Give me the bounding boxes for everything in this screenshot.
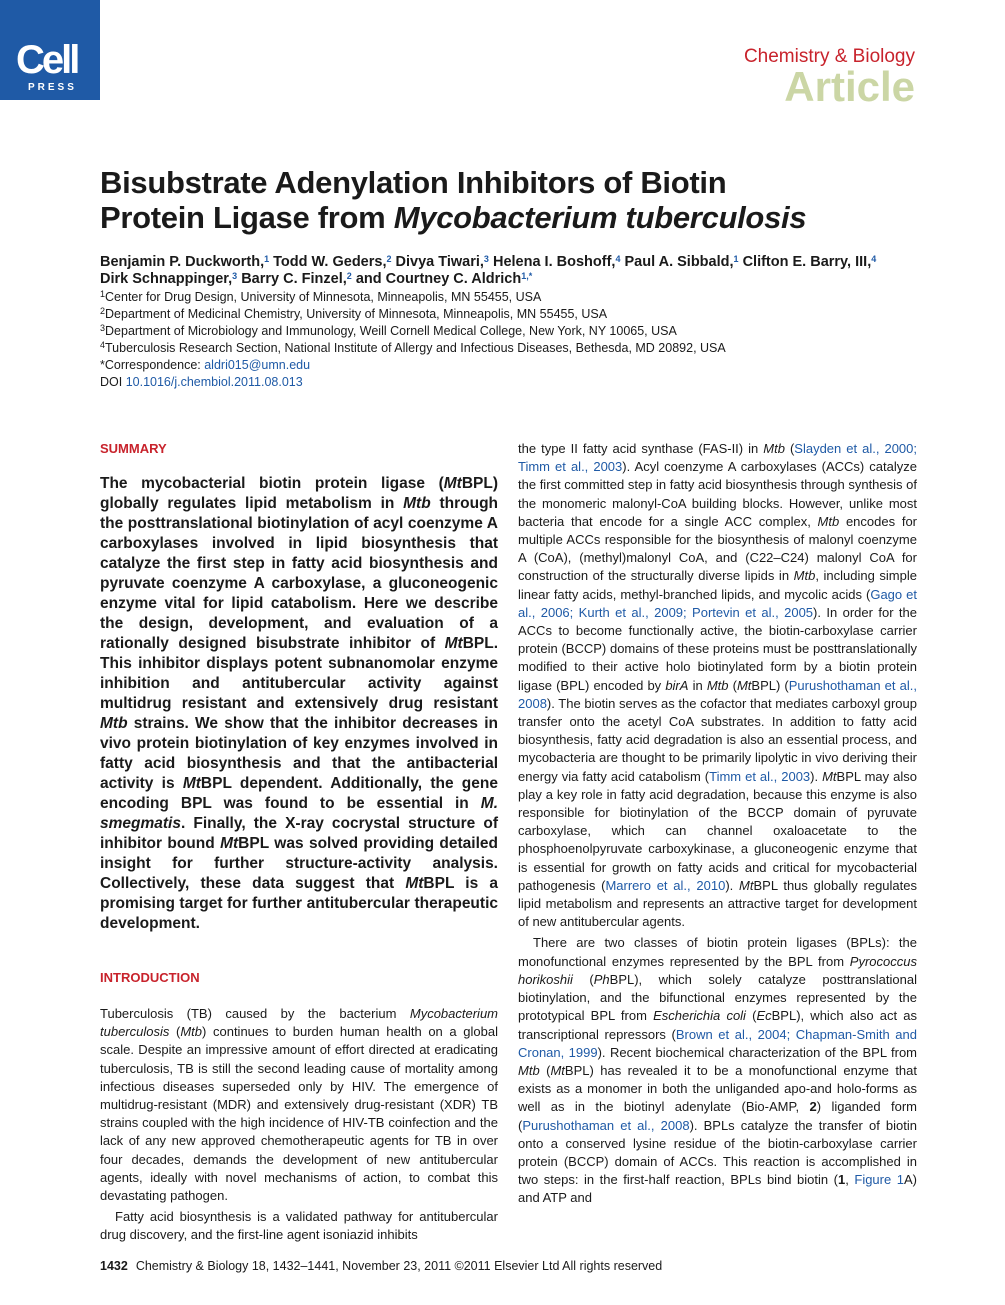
introduction-heading: INTRODUCTION xyxy=(100,970,200,985)
author: Dirk Schnappinger,$^3$ xyxy=(100,271,238,287)
footer-citation: Chemistry & Biology 18, 1432–1441, November 23, 2011 ©2011 Elsevier Ltd All rights reserved xyxy=(135,1259,663,1273)
author: Benjamin P. Duckworth,$^1$ xyxy=(100,254,270,270)
title-line-1: Bisubstrate Adenylation Inhibitors of Biotin xyxy=(100,165,727,200)
author: and Courtney C. Aldrich$^{1,*}$ xyxy=(355,271,533,287)
citation-link[interactable]: Purushothaman et al., 2008 xyxy=(518,677,917,711)
logo-cell-text: Cell xyxy=(16,38,78,82)
logo-press-text: PRESS xyxy=(28,82,77,93)
citation-link[interactable]: Timm et al., 2003 xyxy=(709,768,811,784)
journal-name: Chemistry & Biology xyxy=(743,46,915,67)
page-number: 1432 xyxy=(100,1259,128,1273)
author: Clifton E. Barry, III,$^4$ xyxy=(742,254,877,270)
affiliation: $^3$Department of Microbiology and Immunology, Weill Cornell Medical College, New York, NY 10065, USA xyxy=(100,323,677,338)
author: Paul A. Sibbald,$^1$ xyxy=(624,254,739,270)
article-type: Article xyxy=(784,63,915,110)
doi: DOI 10.1016/j.chembiol.2011.08.013 xyxy=(100,375,303,389)
right-column-text: the type II fatty acid synthase (FAS-II) in Mtb (Slayden et al., 2000; Timm et al., 2003). Acyl coenzyme A carboxylases (ACCs) catalyze the first committed step in fatty acid biosynthesis through synthesis of the monomeric malonyl-CoA building blocks. However, unlike most bacteria that encode for a single ACC complex, Mtb encodes for multiple ACCs responsible for the biosynthesis of malonyl coenzyme A (CoA), (methyl)malonyl CoA, and (C22–C24) malonyl CoA for construction of the structurally diverse lipids in Mtb, including simple linear fatty acids, methyl-branched lipids, and mycolic acids (Gago et al., 2006; Kurth et al., 2009; Portevin et al., 2005). In order for the ACCs to become functionally active, the biotin-carboxylase carrier protein (BCCP) domains of these proteins must be posttranslationally modified to their active holo biotinylated form by a biotin protein ligase (BPL) encoded by birA in Mtb (MtBPL) (Purushothaman et al., 2008). The biotin serves as the cofactor that mediates carboxyl group transfer onto the acetyl CoA substrates. In addition to fatty acid biosynthesis, fatty acid degradation is also an essential process, and mycobacteria are thought to be primarily lipolytic in vivo deriving their energy via fatty acid catabolism (Timm et al., 2003). MtBPL may also play a key role in fatty acid degradation, because this enzyme is also responsible for biotinylation of the BCCP domain of pyruvate carboxylase, which can channel oxaloacetate to the phosphoenolpyruvate carboxykinase, a gluconeogenic enzyme that is essential for growth on fatty acids and critical for mycobacterial pathogenesis (Marrero et al., 2010). MtBPL thus globally regulates lipid metabolism and represents an attractive target for development of new antitubercular agents. There are two classes of biotin protein ligases (BPLs): the monofunctional enzymes represented by the BPL from Pyrococcus horikoshii (PhBPL), which solely catalyze posttranslational biotinylation, and the bifunctional enzymes represented by the prototypical BPL from Escherichia coli (EcBPL), which also act as transcriptional repressors (Brown et al., 2004; Chapman-Smith and Cronan, 1999). Recent biochemical characterization of the BPL from Mtb (MtBPL) has revealed it to be a monofunctional enzyme that exists as a monomer in both the unliganded apo-and holo-forms as well as in the biotinyl adenylate (Bio-AMP, 2) liganded form (Purushothaman et al., 2008). BPLs catalyze the transfer of biotin onto a conserved lysine residue of the biotin-carboxylase carrier protein (BCCP) domain of ACCs. This reaction is accomplished in two steps: in the first-half reaction, BPLs bind biotin (1, Figure 1A) and ATP and xyxy=(518,441,918,1206)
citation-link[interactable]: Marrero et al., 2010 xyxy=(605,877,726,893)
author: Helena I. Boshoff,$^4$ xyxy=(492,254,621,270)
citation-link[interactable]: Slayden et al., 2000; Timm et al., 2003 xyxy=(518,441,917,475)
author: Divya Tiwari,$^3$ xyxy=(395,254,489,270)
doi-link[interactable]: 10.1016/j.chembiol.2011.08.013 xyxy=(125,375,303,389)
citation-link[interactable]: Purushothaman et al., 2008 xyxy=(522,1117,690,1133)
affiliation: $^2$Department of Medicinal Chemistry, University of Minnesota, Minneapolis, MN 55455, USA xyxy=(100,306,608,321)
page-footer xyxy=(100,1259,662,1273)
affiliation: $^4$Tuberculosis Research Section, National Institute of Allergy and Infectious Diseases, Bethesda, MD 20892, USA xyxy=(100,340,726,355)
summary-text: The mycobacterial biotin protein ligase (MtBPL) globally regulates lipid metabolism in Mtb through the posttranslational biotinylation of acyl coenzyme A carboxylases involved in lipid biosynthesis that catalyze the first step in fatty acid biosynthesis and pyruvate coenzyme A carboxylase, a gluconeogenic enzyme vital for lipid catabolism. Here we describe the design, development, and evaluation of a rationally designed bisubstrate inhibitor of MtBPL. This inhibitor displays potent subnanomolar enzyme inhibition and antitubercular activity against multidrug resistant and extensively drug resistant Mtb strains. We show that the inhibitor decreases in vivo protein biotinylation of key enzymes involved in fatty acid biosynthesis and that the antibacterial activity is MtBPL dependent. Additionally, the gene encoding BPL was found to be essential in M. smegmatis. Finally, the X-ray cocrystal structure of inhibitor bound MtBPL was solved providing detailed insight for further structure-activity analysis. Collectively, these data suggest that MtBPL is a promising target for further antitubercular therapeutic development. xyxy=(100,475,498,932)
introduction-text: Tuberculosis (TB) caused by the bacterium Mycobacterium tuberculosis (Mtb) continues to burden human health on a global scale. Despite an impressive amount of effort directed at eradicating tuberculosis, TB is still the second leading cause of mortality among infectious diseases superseded only by HIV. The emergence of multidrug-resistant (MDR) and extensively drug-resistant (XDR) TB strains coupled with the high incidence of HIV-TB coinfection and the lack of any new approved chemotherapeutic agents for TB in over four decades, demands the development of new antitubercular agents, ideally with novel mechanisms of action, to combat this devastating pathogen. Fatty acid biosynthesis is a validated pathway for antitubercular drug discovery, and the first-line agent isoniazid inhibits xyxy=(100,1006,498,1243)
summary-heading: SUMMARY xyxy=(100,441,167,456)
figure-link[interactable]: Figure 1 xyxy=(854,1172,904,1188)
title-line-2: Protein Ligase from Mycobacterium tuberculosis xyxy=(100,200,807,235)
citation-link[interactable]: Brown et al., 2004; Chapman-Smith and Cronan, 1999 xyxy=(518,1026,917,1060)
correspondence-email-link[interactable]: aldri015@umn.edu xyxy=(204,358,311,372)
author: Barry C. Finzel,$^2$ xyxy=(241,271,352,287)
paper-title xyxy=(100,165,900,235)
author-list xyxy=(100,254,920,288)
cell-press-logo[interactable] xyxy=(0,0,100,100)
affiliation: $^1$Center for Drug Design, University of Minnesota, Minneapolis, MN 55455, USA xyxy=(100,289,542,304)
author: Todd W. Geders,$^2$ xyxy=(273,254,392,270)
citation-link[interactable]: Gago et al., 2006; Kurth et al., 2009; Portevin et al., 2005 xyxy=(518,586,918,620)
correspondence: *Correspondence: aldri015@umn.edu xyxy=(100,358,311,372)
affiliations xyxy=(100,289,920,391)
